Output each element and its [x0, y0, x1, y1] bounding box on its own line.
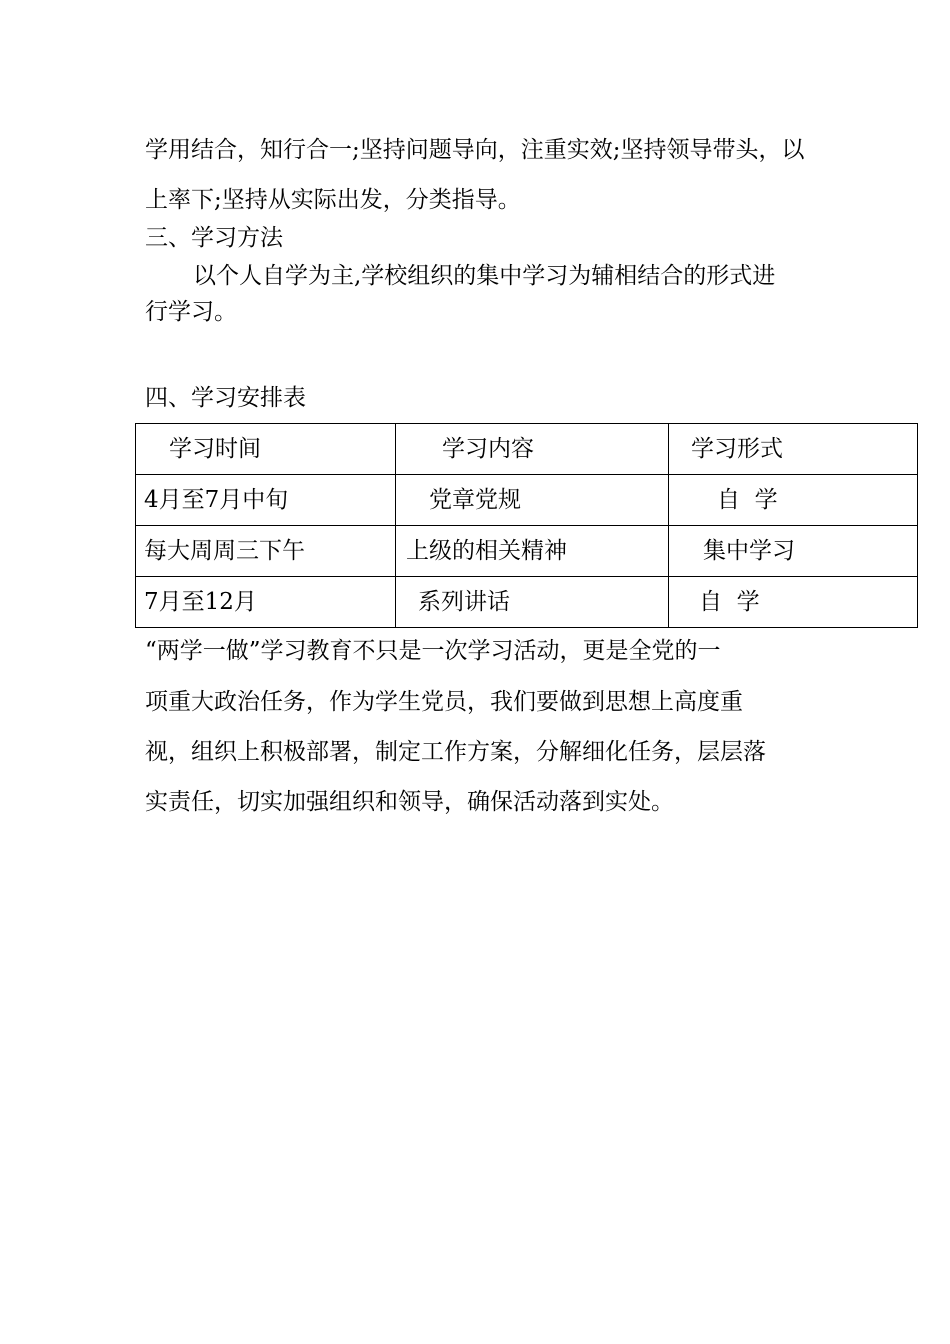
header-study-content: 学习内容: [396, 424, 669, 475]
table-cell: 党章党规: [396, 475, 669, 526]
table-cell: 自 学: [669, 577, 918, 628]
table-row: [136, 577, 918, 628]
table-cell: 自 学: [669, 475, 918, 526]
intro-line-2: 上率下;坚持从实际出发，分类指导。: [145, 187, 521, 213]
table-header-row: [136, 424, 918, 475]
closing-line-4: 实责任，切实加强组织和领导，确保活动落到实处。: [145, 789, 674, 815]
table-row: [136, 475, 918, 526]
table-row: [136, 526, 918, 577]
table-cell: 系列讲话: [396, 577, 669, 628]
method-line-1: 以个人自学为主,学校组织的集中学习为辅相结合的形式进: [193, 263, 776, 289]
table-cell: 4月至7月中旬: [136, 475, 396, 526]
header-study-time: 学习时间: [136, 424, 396, 475]
study-schedule-table: [135, 423, 918, 628]
closing-line-2: 项重大政治任务，作为学生党员，我们要做到思想上高度重: [145, 689, 743, 715]
method-line-2: 行学习。: [145, 299, 237, 325]
closing-line-3: 视，组织上积极部署，制定工作方案，分解细化任务，层层落: [145, 739, 766, 765]
section-4-heading: 四、学习安排表: [145, 385, 306, 411]
table-cell: 集中学习: [669, 526, 918, 577]
section-3-heading: 三、学习方法: [145, 225, 283, 251]
intro-line-1: 学用结合，知行合一;坚持问题导向，注重实效;坚持领导带头，以: [145, 137, 805, 163]
table-cell: 7月至12月: [136, 577, 396, 628]
table-cell: 上级的相关精神: [396, 526, 669, 577]
table-cell: 每大周周三下午: [136, 526, 396, 577]
closing-line-1: “两学一做”学习教育不只是一次学习活动，更是全党的一: [145, 638, 721, 664]
header-study-form: 学习形式: [669, 424, 918, 475]
